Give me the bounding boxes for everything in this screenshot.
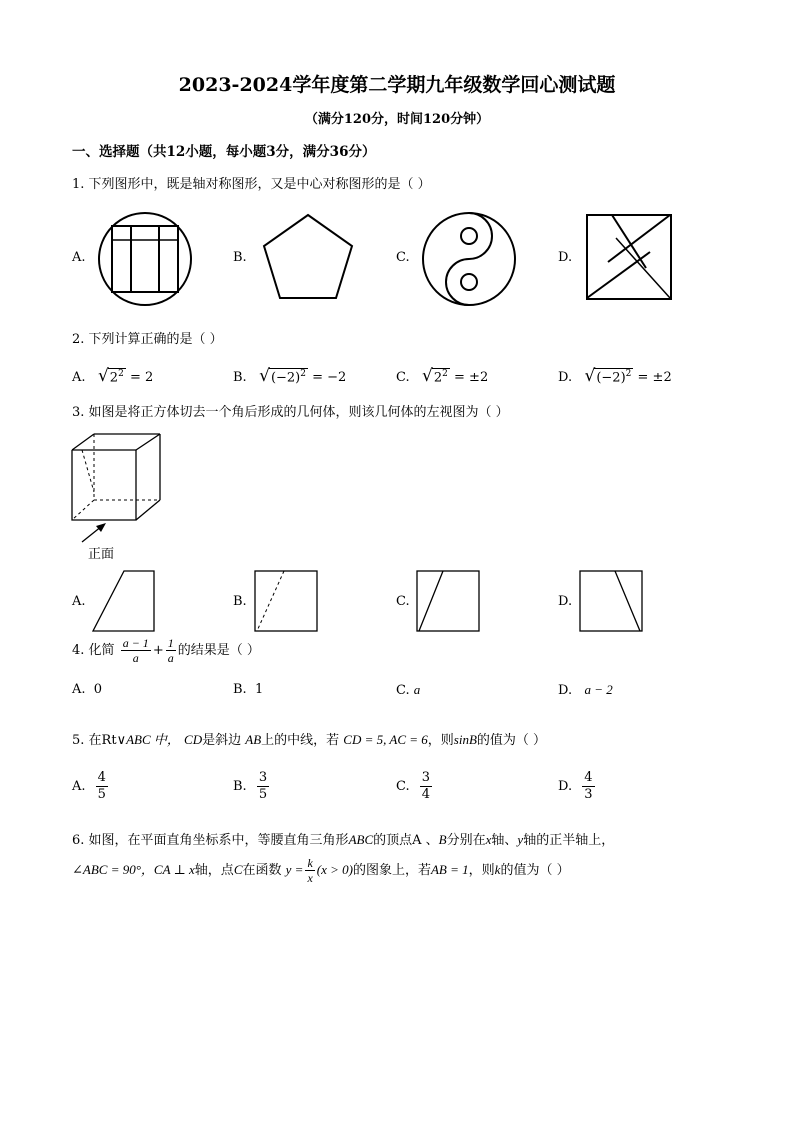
q5-option-a xyxy=(72,770,110,803)
stem-text: 轴的正半轴上， xyxy=(523,833,615,848)
right-triangle-icon: ∨ xyxy=(116,733,127,748)
fraction xyxy=(96,770,108,803)
option-value: a xyxy=(413,682,421,697)
q4-option-c xyxy=(396,682,420,698)
option-label: C. xyxy=(396,370,410,385)
question-3 xyxy=(72,401,509,420)
stem-text: ，则 xyxy=(468,863,495,878)
question-6-line-2 xyxy=(72,856,570,885)
q3-option-d-label: D. xyxy=(558,594,573,609)
stem-math: k xyxy=(494,862,501,877)
q5-option-b xyxy=(233,770,271,803)
question-2 xyxy=(72,328,223,347)
fraction xyxy=(305,856,314,885)
stem-text: ，则 xyxy=(427,733,454,748)
fraction-denominator: 5 xyxy=(97,787,106,802)
fraction-denominator: 5 xyxy=(258,787,268,802)
stem-math: ABC xyxy=(348,832,374,847)
q1-figure-c xyxy=(422,212,518,308)
question-number: 2. xyxy=(72,332,85,347)
q2-option-b: B. $√(-2)^2 = -2$ xyxy=(233,366,347,386)
question-4: 4. 化简 $\frac{a - 1}{a}$ + $\frac{1}{a}$ 的结果是（ ） xyxy=(72,636,260,665)
question-number: 5. xyxy=(72,733,85,748)
question-number: 3. xyxy=(72,405,85,420)
fraction xyxy=(121,636,151,665)
stem-text: 轴，点 xyxy=(194,863,234,878)
fraction-denominator: 4 xyxy=(421,787,431,802)
stem-text: 的图象上，若 xyxy=(352,863,431,878)
radical-icon: √ xyxy=(97,366,109,386)
fraction xyxy=(257,770,269,803)
fraction-numerator: 1 xyxy=(167,636,174,650)
stem-math: y = xyxy=(285,862,304,877)
option-label: B. xyxy=(233,682,247,697)
option-label: A. xyxy=(72,779,86,794)
stem-text: 在函数 xyxy=(242,863,282,878)
q3-option-a-label: A. xyxy=(72,594,86,609)
question-stem: 如图是将正方体切去一个角后形成的几何体，则该几何体的左视图为（ ） xyxy=(88,405,509,420)
q5-option-d xyxy=(558,770,597,803)
option-label: A. xyxy=(72,682,86,697)
stem-text: 在Rt xyxy=(88,733,117,748)
stem-math: x xyxy=(485,832,492,847)
fraction-denominator: a xyxy=(167,651,174,665)
option-value: = ±2 xyxy=(454,370,489,385)
stem-math: y xyxy=(517,832,524,847)
q4-option-d xyxy=(558,682,613,698)
question-stem: 下列图形中，既是轴对称图形，又是中心对称图形的是（ ） xyxy=(88,177,431,192)
option-value: = ±2 xyxy=(637,370,672,385)
section-title: 一、选择题（共12小题，每小题3分，满分36分） xyxy=(72,144,376,160)
stem-text: 轴、 xyxy=(491,833,518,848)
q5-option-c xyxy=(396,770,434,803)
fraction xyxy=(420,770,432,803)
stem-text: 是斜边 xyxy=(202,733,242,748)
question-number: 4. xyxy=(72,643,85,658)
stem-math: (x > 0) xyxy=(316,862,353,877)
page-title: 2023-2024学年度第二学期九年级数学回心测试题 xyxy=(178,74,616,96)
stem-text: 上的中线，若 xyxy=(261,733,340,748)
question-5 xyxy=(72,729,546,748)
radical-icon: √ xyxy=(259,366,270,386)
q1-option-b-label: B. xyxy=(233,250,247,265)
stem-math: B xyxy=(438,832,447,847)
stem-math: sinB xyxy=(453,732,477,747)
stem-text: 的值为（ ） xyxy=(476,733,547,748)
q3-view-d xyxy=(579,570,643,632)
stem-math: ∠ABC = 90°， xyxy=(72,862,154,877)
q4-option-b xyxy=(233,682,263,697)
q2-option-a: A. $√2^2 = 2$ xyxy=(72,366,154,386)
option-label: D. xyxy=(558,370,573,385)
radical-icon: √ xyxy=(584,366,596,386)
question-6-line-1 xyxy=(72,829,614,848)
question-number: 1. xyxy=(72,177,85,192)
stem-math: CA ⊥ x xyxy=(153,862,195,877)
fraction-denominator: 3 xyxy=(584,787,593,802)
option-label: B. xyxy=(233,779,247,794)
q1-figure-b xyxy=(260,212,356,302)
q2-option-d: D. $√(-2)^2 = \pm 2$ xyxy=(558,366,672,386)
option-label: B. xyxy=(233,370,247,385)
fraction-denominator: a xyxy=(132,651,139,665)
q1-figure-a xyxy=(98,212,194,308)
option-label: D. xyxy=(558,779,573,794)
radical-icon: √ xyxy=(422,366,433,386)
q3-front-label: 正面 xyxy=(88,547,115,562)
stem-text: 如图，在平面直角坐标系中，等腰直角三角形 xyxy=(88,833,349,848)
q3-view-b xyxy=(254,570,318,632)
stem-math: CD = 5, AC = 6 xyxy=(343,732,428,747)
q3-option-b-label: B. xyxy=(233,594,247,609)
stem-text: 分别在 xyxy=(446,833,486,848)
fraction xyxy=(582,770,594,803)
fraction-numerator: k xyxy=(307,856,313,870)
option-label: A. xyxy=(72,370,86,385)
question-number: 6. xyxy=(72,833,85,848)
q1-figure-d xyxy=(586,214,674,302)
stem-text: 的顶点A 、 xyxy=(373,833,439,848)
question-stem: 下列计算正确的是（ ） xyxy=(88,332,223,347)
option-label: D. xyxy=(558,683,573,698)
q4-option-a xyxy=(72,682,102,697)
stem-text: ABC 中， xyxy=(126,732,180,747)
q3-option-c-label: C. xyxy=(396,594,410,609)
question-1 xyxy=(72,173,431,192)
option-label: C. xyxy=(396,683,410,698)
option-value: = −2 xyxy=(312,370,347,385)
fraction-denominator: x xyxy=(307,871,313,885)
stem-math: AB = 1 xyxy=(430,862,469,877)
fraction-numerator: 4 xyxy=(97,770,106,785)
q3-view-c xyxy=(416,570,480,632)
stem-math: C xyxy=(233,862,243,877)
q1-option-a-label: A. xyxy=(72,250,86,265)
option-value: 0 xyxy=(93,682,103,697)
option-value: = 2 xyxy=(129,370,154,385)
option-label: C. xyxy=(396,779,410,794)
stem-text: 的值为（ ） xyxy=(500,863,570,878)
question-stem-prefix: 化简 xyxy=(88,643,115,658)
question-stem-suffix: 的结果是（ ） xyxy=(177,643,260,658)
stem-math: CD xyxy=(184,732,203,747)
option-value: 1 xyxy=(254,682,264,697)
q1-option-c-label: C. xyxy=(396,250,410,265)
q1-option-d-label: D. xyxy=(558,250,573,265)
page-subtitle: （满分120分，时间120分钟） xyxy=(304,112,490,127)
q3-view-a xyxy=(92,570,156,632)
fraction-numerator: a − 1 xyxy=(122,636,149,650)
fraction-numerator: 3 xyxy=(258,770,268,785)
option-value: a − 2 xyxy=(584,682,613,697)
stem-math: AB xyxy=(245,732,262,747)
fraction-numerator: 4 xyxy=(584,770,593,785)
q2-option-c: C. $√2^2 = \pm 2$ xyxy=(396,366,489,386)
fraction xyxy=(166,636,176,665)
q3-cube-figure xyxy=(68,430,168,550)
fraction-numerator: 3 xyxy=(421,770,431,785)
